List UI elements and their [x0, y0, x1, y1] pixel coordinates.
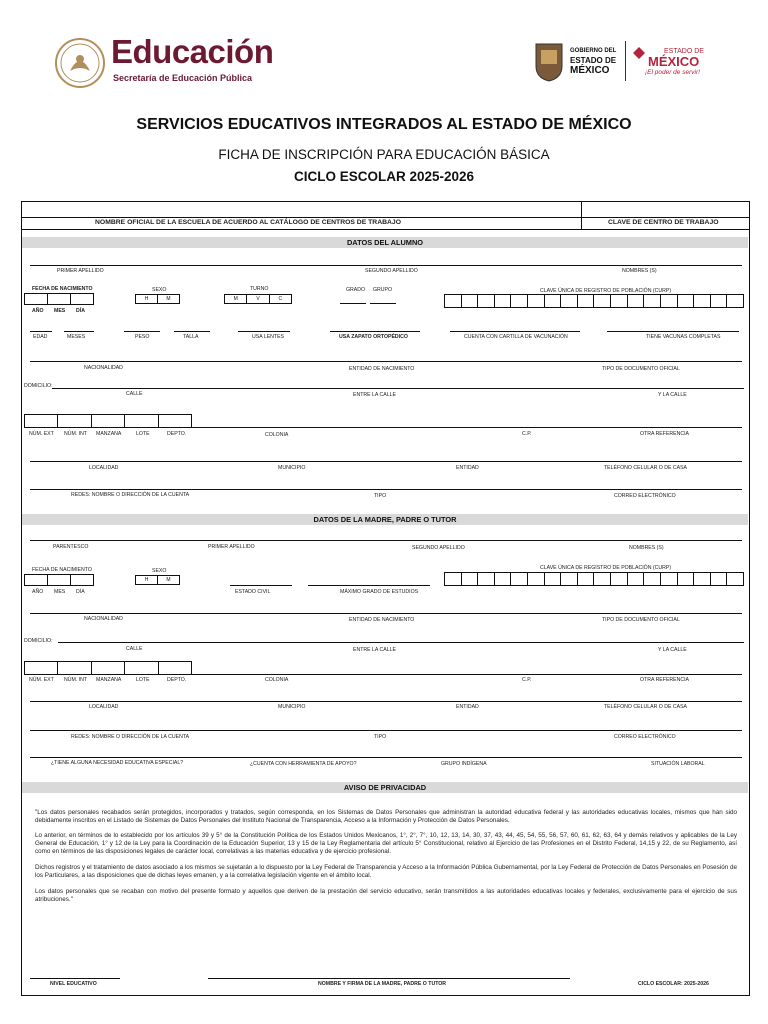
alumno-entre-calle: ENTRE LA CALLE	[353, 392, 396, 398]
tutor-colonia: COLONIA	[265, 677, 289, 683]
alumno-usa-zapato: USA ZAPATO ORTOPÉDICO	[339, 334, 408, 340]
tutor-nacionalidad: NACIONALIDAD	[84, 616, 123, 622]
alumno-cp: C.P.	[522, 431, 532, 437]
tutor-sexo-h[interactable]: H	[144, 577, 149, 583]
alumno-num-int: NÚM. INT	[64, 431, 88, 437]
alumno-calle: CALLE	[126, 391, 143, 397]
tutor-manzana: MANZANA	[96, 677, 122, 683]
alumno-domicilio: DOMICILIO:	[24, 383, 53, 389]
alumno-cartilla: CUENTA CON CARTILLA DE VACUNACIÓN	[464, 334, 568, 340]
edo-line2: MÉXICO	[648, 54, 700, 69]
alumno-depto: DEPTO.	[167, 431, 187, 437]
tutor-dia: DÍA	[76, 589, 85, 595]
tutor-parentesco: PARENTESCO	[53, 544, 89, 550]
tutor-municipio: MUNICIPIO	[278, 704, 306, 710]
alumno-numero-boxes[interactable]	[24, 414, 192, 428]
tutor-curp: CLAVE ÚNICA DE REGISTRO DE POBLACIÓN (CURP)	[540, 565, 672, 571]
alumno-turno: TURNO	[250, 286, 269, 292]
gob-shield	[533, 40, 565, 82]
tutor-redes: REDES: NOMBRE O DIRECCIÓN DE LA CUENTA	[71, 734, 190, 740]
alumno-section-bar: DATOS DEL ALUMNO	[22, 237, 748, 248]
footer-nivel: NIVEL EDUCATIVO	[50, 981, 97, 987]
state-shield-icon	[533, 40, 565, 82]
edomex-logo-icon	[632, 46, 646, 60]
alumno-redes: REDES: NOMBRE O DIRECCIÓN DE LA CUENTA	[71, 492, 190, 498]
alumno-turno-c[interactable]: C	[269, 295, 291, 303]
school-name-label: NOMBRE OFICIAL DE LA ESCUELA DE ACUERDO AL CATÁLOGO DE CENTROS DE TRABAJO	[95, 219, 401, 226]
alumno-meses: MESES	[67, 334, 86, 340]
alumno-turno-options[interactable]	[224, 294, 292, 304]
alumno-fecha-boxes[interactable]	[24, 293, 94, 305]
tutor-section-bar: DATOS DE LA MADRE, PADRE O TUTOR	[22, 514, 748, 525]
alumno-primer-apellido: PRIMER APELLIDO	[57, 268, 104, 274]
alumno-sexo-m[interactable]: M	[157, 295, 179, 303]
school-name-field[interactable]	[22, 202, 581, 217]
eagle-seal-icon	[54, 37, 106, 89]
tutor-sexo: SEXO	[152, 568, 167, 574]
gob-line2: ESTADO DE	[570, 56, 617, 65]
alumno-y-calle: Y LA CALLE	[658, 392, 687, 398]
alumno-segundo-apellido: SEGUNDO APELLIDO	[365, 268, 418, 274]
alumno-peso: PESO	[135, 334, 150, 340]
privacidad-p2: Lo anterior, en términos de lo establecido por los artículos 39 y 5° de la Constitución Política de los Estados Unidos Mexicanos, 1°, 2°, 7°, 10, 12, 13, 14, 30, 37, 43, 44, 45, 54, 55, 56, 57, 60, 61, 62, 63, 64 y demás relativos y aplicables de la Ley General de Educación, 1° y 12 de la Ley para la Coordinación de la Educación Superior, 13 y 15 de la Ley Reglamentaria del artículo 5° Constitucional, relativo al Ejercicio de las Profesiones en el Distrito Federal, 14,15 y 22, de su Reglamento, así como en términos de las disposiciones legales de carácter local, correlativas a las materias educativa y de ejercicio profesional.	[35, 832, 737, 856]
tutor-fecha-boxes[interactable]	[24, 574, 94, 586]
tutor-lote: LOTE	[136, 677, 150, 683]
privacidad-section-bar: AVISO DE PRIVACIDAD	[22, 782, 748, 793]
alumno-mes: MES	[54, 308, 66, 314]
alumno-entidad-nac: ENTIDAD DE NACIMIENTO	[349, 366, 415, 372]
tutor-anio: AÑO	[32, 589, 44, 595]
tutor-num-ext: NÚM. EXT	[29, 677, 54, 683]
alumno-lote: LOTE	[136, 431, 150, 437]
alumno-entidad: ENTIDAD	[456, 465, 479, 471]
tutor-segundo-apellido: SEGUNDO APELLIDO	[412, 545, 465, 551]
privacidad-p3: Dichos registros y el tratamiento de datos asociado a los mismos se sujetarán a lo dispuesto por la Ley Federal de Transparencia y Acceso a la Información Pública Gubernamental, por la Ley Federal de Protección de Datos Personales en Posesión de los Particulares, a las disposiciones que de dichas leyes emanen, y a la correlativa legislación vigente en el ámbito local.	[35, 864, 737, 880]
tutor-mes: MES	[54, 589, 66, 595]
tutor-nombres: NOMBRES (S)	[629, 545, 664, 551]
cct-label: CLAVE DE CENTRO DE TRABAJO	[608, 219, 719, 226]
edu-subtitle: Secretaría de Educación Pública	[113, 73, 253, 83]
tutor-y-calle: Y LA CALLE	[658, 647, 687, 653]
tutor-num-int: NÚM. INT	[64, 677, 88, 683]
alumno-colonia: COLONIA	[265, 432, 289, 438]
alumno-nacionalidad: NACIONALIDAD	[84, 365, 123, 371]
edo-slogan: ¡El poder de servir!	[645, 69, 700, 76]
alumno-otra-ref: OTRA REFERENCIA	[640, 431, 689, 437]
footer-ciclo: CICLO ESCOLAR: 2025-2026	[638, 981, 709, 987]
privacidad-p4: Los datos personales que se recaban con motivo del presente formato y aquellos que deriven de la prestación del servicio educativo, serán transmitidos a las autoridades educativas locales y federales, exclusivamente para el ejercicio de sus atribuciones."	[35, 888, 737, 904]
alumno-edad: EDAD	[33, 334, 48, 340]
tutor-entidad: ENTIDAD	[456, 704, 479, 710]
tutor-grado-estudios: MÁXIMO GRADO DE ESTUDIOS	[340, 589, 419, 595]
alumno-sexo-h[interactable]: H	[144, 296, 149, 302]
tutor-primer-apellido: PRIMER APELLIDO	[208, 544, 255, 550]
alumno-turno-m[interactable]: M	[233, 296, 238, 302]
alumno-manzana: MANZANA	[96, 431, 122, 437]
edu-title: Educación	[111, 33, 274, 70]
alumno-sexo-options[interactable]	[135, 294, 180, 304]
alumno-anio: AÑO	[32, 308, 44, 314]
tutor-indigena: GRUPO INDÍGENA	[441, 761, 487, 767]
tutor-fecha-nac: FECHA DE NACIMIENTO	[32, 567, 92, 573]
alumno-sexo: SEXO	[152, 287, 167, 293]
tutor-sexo-m[interactable]: M	[157, 576, 179, 584]
alumno-grado: GRADO	[346, 287, 366, 293]
alumno-correo: CORREO ELECTRÓNICO	[614, 493, 676, 499]
privacidad-p1: "Los datos personales recabados serán protegidos, incorporados y tratados, según corresponda, en los Sistemas de Datos Personales que administran la autoridad educativa federal y las autoridades educativas locales, mismos que han sido debidamente inscritos en el Listado de Sistemas de Datos Personales del Instituto Nacional de Transparencia, Acceso a la Información y Protección de Datos Personales.	[35, 809, 737, 825]
cycle-title: CICLO ESCOLAR 2025-2026	[293, 169, 475, 184]
alumno-num-ext: NÚM. EXT	[29, 431, 54, 437]
alumno-vacunas: TIENE VACUNAS COMPLETAS	[646, 334, 721, 340]
footer-firma: NOMBRE Y FIRMA DE LA MADRE, PADRE O TUTOR	[318, 981, 447, 987]
tutor-herramienta: ¿CUENTA CON HERRAMIENTA DE APOYO?	[250, 761, 357, 767]
gob-line3: MÉXICO	[570, 65, 610, 76]
tutor-domicilio: DOMICILIO:	[24, 638, 53, 644]
sep-logo	[54, 37, 106, 89]
tutor-numero-boxes[interactable]	[24, 661, 192, 675]
tutor-laboral: SITUACIÓN LABORAL	[651, 761, 705, 767]
tutor-telefono: TELÉFONO CELULAR O DE CASA	[604, 704, 688, 710]
alumno-usa-lentes: USA LENTES	[252, 334, 285, 340]
alumno-grupo: GRUPO	[373, 287, 393, 293]
tutor-estado-civil: ESTADO CIVIL	[235, 589, 271, 595]
edo-line1: ESTADO DE	[664, 48, 704, 55]
alumno-localidad: LOCALIDAD	[89, 465, 119, 471]
alumno-turno-v[interactable]: V	[246, 295, 268, 303]
alumno-tipo-doc: TIPO DE DOCUMENTO OFICIAL	[602, 366, 680, 372]
main-title: SERVICIOS EDUCATIVOS INTEGRADOS AL ESTADO DE MÉXICO	[136, 116, 632, 133]
alumno-nombres: NOMBRES (S)	[622, 268, 657, 274]
alumno-curp: CLAVE ÚNICA DE REGISTRO DE POBLACIÓN (CURP)	[540, 288, 672, 294]
tutor-cp: C.P.	[522, 677, 532, 683]
alumno-municipio: MUNICIPIO	[278, 465, 306, 471]
alumno-dia: DÍA	[76, 308, 85, 314]
tutor-calle: CALLE	[126, 646, 143, 652]
tutor-necesidad: ¿TIENE ALGUNA NECESIDAD EDUCATIVA ESPECIAL?	[51, 760, 184, 766]
tutor-tipo-doc: TIPO DE DOCUMENTO OFICIAL	[602, 617, 680, 623]
tutor-otra-ref: OTRA REFERENCIA	[640, 677, 689, 683]
tutor-entre-calle: ENTRE LA CALLE	[353, 647, 396, 653]
alumno-tipo: TIPO	[374, 493, 387, 499]
tutor-entidad-nac: ENTIDAD DE NACIMIENTO	[349, 617, 415, 623]
header-divider	[625, 41, 626, 81]
gob-line1: GOBIERNO DEL	[570, 48, 617, 54]
alumno-curp-boxes[interactable]	[444, 294, 744, 308]
tutor-depto: DEPTO.	[167, 677, 187, 683]
tutor-localidad: LOCALIDAD	[89, 704, 119, 710]
sub-title: FICHA DE INSCRIPCIÓN PARA EDUCACIÓN BÁSICA	[218, 147, 550, 162]
alumno-talla: TALLA	[183, 334, 199, 340]
tutor-sexo-options[interactable]	[135, 575, 180, 585]
tutor-tipo: TIPO	[374, 734, 387, 740]
tutor-curp-boxes[interactable]	[444, 572, 744, 586]
tutor-correo: CORREO ELECTRÓNICO	[614, 734, 676, 740]
alumno-telefono: TELÉFONO CELULAR O DE CASA	[604, 465, 688, 471]
alumno-fecha-nac: FECHA DE NACIMIENTO	[32, 286, 93, 292]
